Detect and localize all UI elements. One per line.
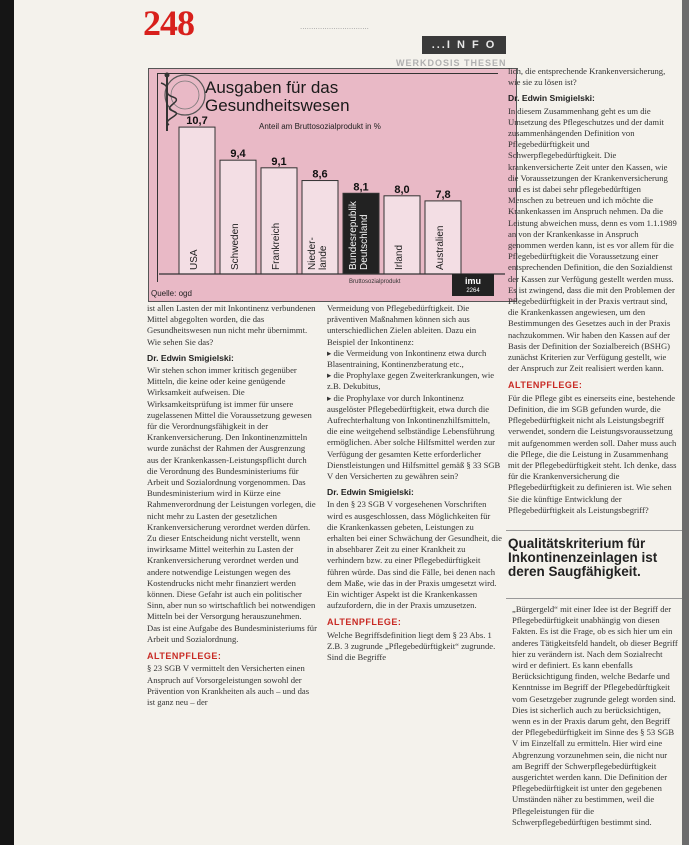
chart-title-line2: Gesundheitswesen [205,96,350,115]
chart-credit [452,274,494,296]
page-header [300,10,510,76]
speaker-heading: Dr. Edwin Smigielski: [327,487,414,498]
value-label-2: 9,1 [271,155,287,168]
divider [506,530,682,531]
interviewer-heading: ALTENPFLEGE: [327,617,402,628]
category-label-5: Irland [394,244,405,270]
speaker-heading: Dr. Edwin Smigielski: [147,352,234,363]
divider [506,598,682,599]
value-label-1: 9,4 [230,148,246,161]
bullet-item: ▸ die Vermeidung von Inkontinenz etwa durch Blasentraining, Kontinenzberatung etc., [327,347,487,370]
paragraph: „Bürgergeld“ mit einer Idee ist der Begriff der Pflegebedürftigkeit unabhängig von diesen Fakten. Es ist die Frage, ob es sich hier um ein anderes Tätigkeitsfeld handelt, ob dieser Begriff hier zu verändern ist. Nach dem Sozialrecht wird er definiert. Es kann ebenfalls Berücksichtigung finden, welche Bedarfe und Kenntnisse im Begriff der Pflegebedürftigkeit vom Gesetzgeber zugrunde gelegt worden sind. Dies ist sicherlich auch zu berücksichtigen, wenn es in der Praxis darum geht, den Begriff der Pflegebedürftigkeit im Sinne des § 53 SGB V im Einzelfall zu ermitteln. Hier wird eine Abgrenzung vorzunehmen sein, die nicht nur am Begriff der Schwerpflegebedürftigkeit ausgerichtet werden kann. Die Definition der Pflegebedürftigkeit ist unter den gegebenen Umständen näher zu bestimmen, weil die Pflegeleistungen für die Schwerpflegebedürftigen bestimmt sind. [512,604,678,827]
interviewer-heading: ALTENPFLEGE: [147,651,222,662]
chart-axis-note: Bruttosozialprodukt [349,279,401,285]
header-box: ...I N F O [422,36,506,54]
category-label-1: Schweden [230,223,241,270]
paragraph: lich, die entsprechende Krankenversicherung, wie sie zu lösen ist? [508,66,666,88]
value-label-0: 10,7 [186,115,208,128]
bullet-item: ▸ die Prophylaxe gegen Zweiterkrankungen, wie z.B. Dekubitus, [327,370,495,392]
paragraph: Wir stehen schon immer kritisch gegenüber Mitteln, die keine oder keine genügende Wirksamkeit aufweisen. Die Wirksamkeitsprüfung ist immer für unsere zugelassenen Mittel die Voraussetzung gewesen für die Verordnungsfähigkeit in der Krankenversicherung. Den Inkontinenzmitteln wurde zunächst der Rahmen der Ausgrenzung aus der Krankenkassen-Leistungspflicht durch die Verordnung des Bundesministeriums für Arbeit und Sozialordnung vorgenommen. Das Bundesministerium wird in Kürze eine Rahmenverordnung der Leistungen vorlegen, die nicht mehr zu Lasten der gesetzlichen Krankenversicherung verordnet werden dürfen. Zu dieser Entscheidung nicht verstellt, wenn inwirksame Mittel weiterhin zu Lasten der Krankenversicherung verordnet werden und andere notwendige Leistungen wegen des Kostendrucks nicht mehr finanziert werden können. Diese Gefahr ist auch ein politischer Sinn, aber nun so wirtschaftlich bei notwendigen Mitteln bei der Versorgung herauszunehmen. Das ist eine Aufgabe des Bundesministeriums für Arbeit und Sozialordnung. [147,365,317,644]
category-label-0: USA [189,249,200,270]
value-label-5: 8,0 [394,183,410,196]
paragraph: Vermeidung von Pflegebedürftigkeit. Die präventiven Maßnahmen können sich aus unterschiedlichen Zielen ableiten. Dazu ein Beispiel der Inkontinenz: [327,303,477,347]
speaker-heading: Dr. Edwin Smigielski: [508,93,595,104]
text-column-4 [512,604,678,828]
chart-source: Quelle: ogd [151,289,192,298]
header-line: ............................... [300,22,369,31]
scan-edge [0,0,14,845]
caduceus-emblem-icon [149,69,209,139]
page-number: 248 [143,3,194,43]
interviewer-heading: ALTENPFLEGE: [508,380,583,391]
paragraph: § 23 SGB V vermittelt den Versicherten einen Anspruch auf Vorsorgeleistungen sowohl der Prävention von Krankheiten als auch – und das ist ganz neu – der [147,663,310,707]
paragraph: Für die Pflege gibt es einerseits eine, bestehende Definition, die im SGB gefunden wurde, die Pflegebedürftigkeit nicht als Leistungsbegriff verwendet, sondern die Leistungsvoraussetzung mit aufgenommen werden soll. Daher muss auch die Pflege, die die Leistung in Zusammenhang mit der Pflegebedürftigkeit steht. Ich denke, dass für die Krankenversicherung die Pflegebedürftigkeit zu definieren ist. Wie sehen Sie die künftige Entwicklung der Pflegebedürftigkeit als Leistungsbegriff? [508,392,677,515]
paragraph: Welche Begriffsdefinition liegt dem § 23 Abs. 1 Z.B. 3 zugrunde „Pflegebedürftigkeit“ zugrunde. Sind die Begriffe [327,629,496,663]
value-label-3: 8,6 [312,168,328,181]
paragraph: In diesem Zusammenhang geht es um die Umsetzung des Pflegeschutzes und der damit zusammenhängenden Definition von Pflegebedürftigkeit und Schwerpflegebedürftigkeit. Die krankenversicherte Zeit unter den Kassen, wie die Voraussetzungen der Krankenversicherung und es ist dabei sehr pflegebedürftigen Menschen zu betreuen und ich möchte die Krankenkassen im Anspruch nehmen. Da die Leistung abweichen muss, denn es vom 1.1.1989 an von der Krankenkasse in Anspruch genommen werden kann, ist es vor allem für die Pflegebedürftigkeit die Voraussetzung einer entsprechenden Definition, die den Sozialdienst der Kassen zur Verfügung gestellt werden muss. Es ist zwingend, dass die mit den Problemen der Pflegebedürftigkeit in der Praxis vertraut sind, die Krankenkassen angewiesen, um den Bestimmungen des Gesetzes auch in der Praxis nachzukommen. Wir haben den Kassen auf der Basis der Definition der Sozialbereich (BSHG) zunächst Kriterien zur Verfügung gestellt, wie der Anspruch zur Zeit realisiert werden kann. [508,105,677,374]
bullet-item: ▸ die Prophylaxe vor durch Inkontinenz ausgelöster Pflegebedürftigkeit, etwa durch die Aufrechterhaltung von Inkontinenzhilfsmitteln, die eine weitgehend selbständige Lebensführung ermöglichen. Aber solche Hilfsmittel werden zur Verfügung der gesamten Kette erforderlicher Dienstleistungen und Hilfsmittel gemäß § 33 SGB V den Versicherten zu gewähren sein? [327,392,501,482]
text-column-1 [147,303,317,708]
chart-title [205,79,350,115]
value-label-6: 7,8 [435,188,451,201]
header-subline: WERKDOSIS THESEN [396,58,507,68]
chart-credit-label: imu [464,276,481,286]
section-title: Qualitätskriterium für Inkontinenzeinlagen ist deren Saugfähigkeit. [508,536,658,579]
chart-subtitle: Anteil am Bruttosozialprodukt in % [259,122,381,131]
text-column-2 [327,303,502,663]
value-label-4: 8,1 [353,181,369,194]
category-label-6: Australien [435,225,446,270]
chart-credit-number: 2264 [466,288,480,294]
text-column-3 [508,66,678,516]
category-label-3: Nieder-lande [307,237,329,270]
health-spending-chart [148,68,517,302]
category-label-2: Frankreich [271,222,282,270]
paragraph: ist allen Lasten der mit Inkontinenz verbundenen Mittel abgegolten worden, die das Gesundheitswesen nun nicht mehr übernimmt. Wie sehen Sie das? [147,303,316,347]
category-label-4: BundesrepublikDeutschland [348,201,370,270]
paragraph: In den § 23 SGB V vorgesehenen Vorschriften wird es ausgeschlossen, dass Möglichkeiten für die Krankenkassen gebeten, Leistungen zu erhalten bei einer Schwächung der Gesundheit, die in absehbarer Zeit zu einer Krankheit zu verhindern bzw. zu einer Pflegebedürftigkeit führen würde. Das sind die Fälle, bei denen nach dem Maße, wie das in der Praxis umgesetzt wird. Ein wichtiger Aspekt ist die Krankenkassen aufzufordern, die in der Praxis umzusetzen. [327,499,502,611]
chart-title-line1: Ausgaben für das [205,78,339,97]
scan-edge-right [682,0,689,845]
